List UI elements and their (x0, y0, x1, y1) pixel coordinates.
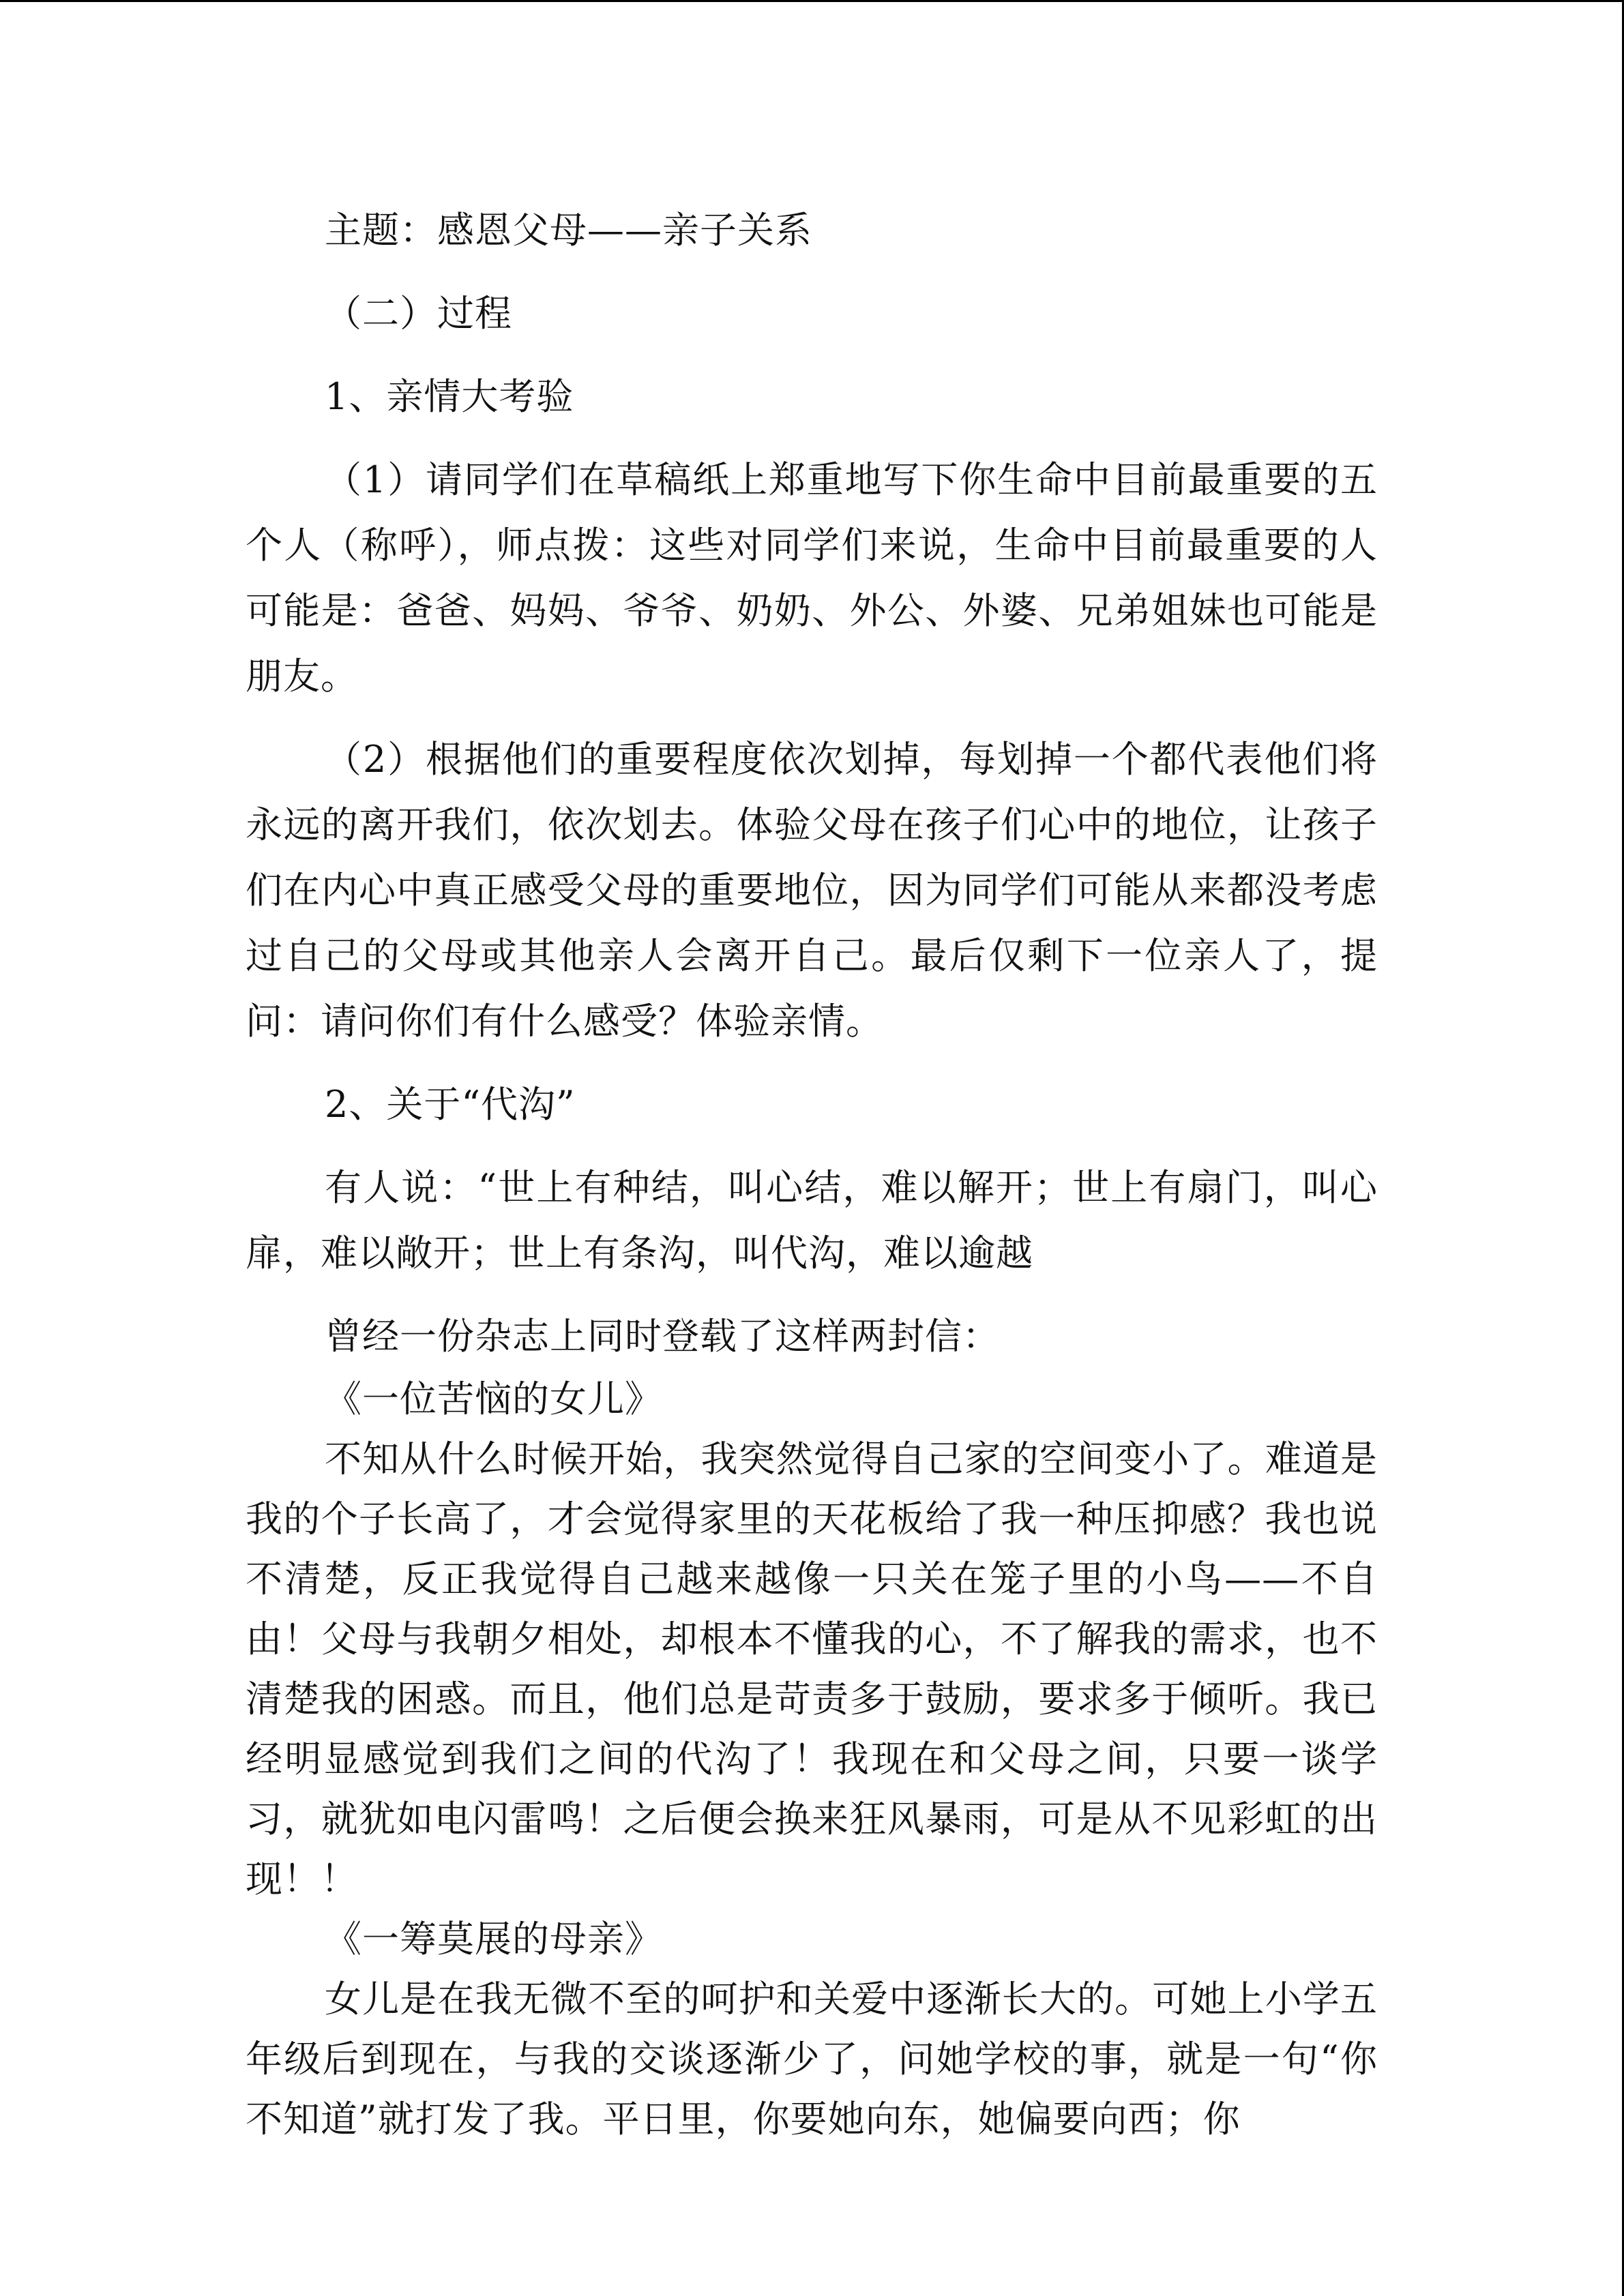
page-border-top (0, 0, 1624, 2)
paragraph-quote: 有人说：“世上有种结，叫心结，难以解开；世上有扇门，叫心扉，难以敞开；世上有条沟，叫代沟，难以逾越 (246, 1166, 1378, 1274)
paragraph-step-2: （2）根据他们的重要程度依次划掉，每划掉一个都代表他们将永远的离开我们，依次划去。体验父母在孩子们心中的地位，让孩子们在内心中真正感受父母的重要地位，因为同学们可能从来都没考虑过自己的父母或其他亲人会离开自己。最后仅剩下一位亲人了，提问：请问你们有什么感受？体验亲情。 (246, 738, 1378, 1043)
theme-line: 主题：感恩父母——亲子关系 (325, 209, 812, 252)
paragraph-step-1: （1）请同学们在草稿纸上郑重地写下你生命中目前最重要的五个人（称呼），师点拨：这些对同学们来说，生命中目前最重要的人可能是：爸爸、妈妈、爷爷、奶奶、外公、外婆、兄弟姐妹也可能是朋友。 (246, 458, 1378, 698)
letter-title: 《一筹莫展的母亲》 (325, 1918, 662, 1960)
subsection-heading: 1、亲情大考验 (325, 375, 574, 418)
letter-body: 女儿是在我无微不至的呵护和关爱中逐渐长大的。可她上小学五年级后到现在，与我的交谈逐渐少了，问她学校的事，就是一句“你不知道”就打发了我。平日里，你要她向东，她偏要向西；你 (246, 1978, 1378, 2141)
document-body (246, 198, 1378, 2149)
subsection-heading: 2、关于“代沟” (325, 1083, 576, 1126)
section-heading: （二）过程 (325, 292, 512, 335)
paragraph-intro: 曾经一份杂志上同时登载了这样两封信： (325, 1315, 1000, 1358)
letter-title: 《一位苦恼的女儿》 (325, 1377, 662, 1420)
letter-body: 不知从什么时候开始，我突然觉得自己家的空间变小了。难道是我的个子长高了，才会觉得家里的天花板给了我一种压抑感？我也说不清楚，反正我觉得自己越来越像一只关在笼子里的小鸟——不自由！父母与我朝夕相处，却根本不懂我的心，不了解我的需求，也不清楚我的困惑。而且，他们总是苛责多于鼓励，要求多于倾听。我已经明显感觉到我们之间的代沟了！我现在和父母之间，只要一谈学习，就犹如电闪雷鸣！之后便会换来狂风暴雨，可是从不见彩虹的出现！！ (246, 1437, 1378, 1900)
